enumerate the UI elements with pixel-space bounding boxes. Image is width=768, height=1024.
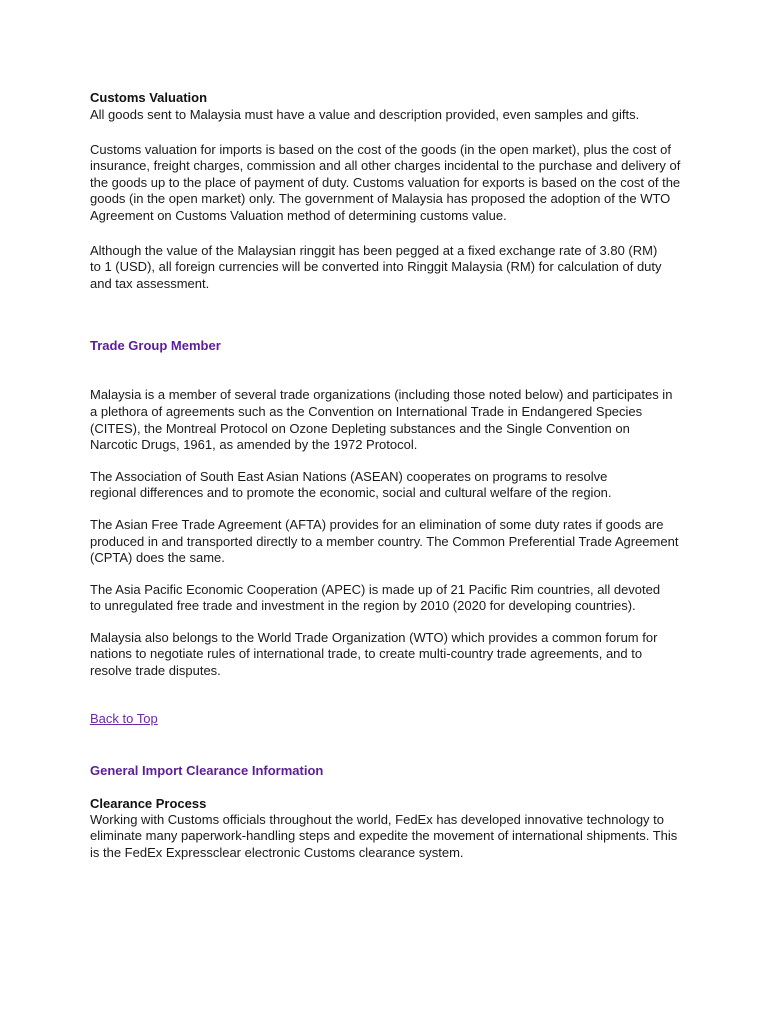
customs-valuation-para-2: Customs valuation for imports is based on the cost of the goods (in the open market), plus the cost of insurance, freight charges, commission and all other charges incidental to the purchase and delivery of the goods up to the place of payment of duty. Customs valuation for exports is based on the cost of the goods (in the open market) only. The government of Malaysia has proposed the adoption of the WTO Agreement on Customs Valuation method of determining customs value.: [90, 141, 681, 223]
trade-group-para-4: The Asia Pacific Economic Cooperation (APEC) is made up of 21 Pacific Rim countries, all devoted to unregulated free trade and investment in the region by 2010 (2020 for developing countries).: [90, 581, 661, 614]
trade-group-para-2: The Association of South East Asian Nations (ASEAN) cooperates on programs to resolve regional differences and to promote the economic, social and cultural welfare of the region.: [90, 468, 612, 501]
trade-group-para-1: Malaysia is a member of several trade organizations (including those noted below) and participates in a plethora of agreements such as the Convention on International Trade in Endangered Species (CITES), the Montreal Protocol on Ozone Depleting substances and the Single Convention on Narcotic Drugs, 1961, as amended by the 1972 Protocol.: [90, 387, 673, 453]
trade-group-para-5: Malaysia also belongs to the World Trade Organization (WTO) which provides a common forum for nations to negotiate rules of international trade, to create multi-country trade agreements, and to resolve trade disputes.: [90, 629, 658, 679]
clearance-process-para-1: Working with Customs officials throughout the world, FedEx has developed innovative technology to eliminate many paperwork-handling steps and expedite the movement of international shipments. This is the FedEx Expressclear electronic Customs clearance system.: [90, 811, 678, 860]
document-page: [90, 89, 690, 861]
trade-group-heading: Trade Group Member: [90, 338, 221, 354]
customs-valuation-para-3: Although the value of the Malaysian ringgit has been pegged at a fixed exchange rate of 3.80 (RM) to 1 (USD), all foreign currencies will be converted into Ringgit Malaysia (RM) for calculation of duty and tax assessment.: [90, 242, 662, 291]
trade-group-para-3: The Asian Free Trade Agreement (AFTA) provides for an elimination of some duty rates if goods are produced in and transported directly to a member country. The Common Preferential Trade Agreement (CPTA) does the same.: [90, 516, 679, 566]
customs-valuation-heading: Customs Valuation: [90, 90, 208, 105]
general-import-heading: General Import Clearance Information: [90, 762, 324, 778]
customs-valuation-para-1: All goods sent to Malaysia must have a value and description provided, even samples and gifts.: [90, 107, 640, 122]
clearance-process-heading: Clearance Process: [90, 795, 207, 811]
back-to-top-link[interactable]: Back to Top: [90, 710, 158, 726]
